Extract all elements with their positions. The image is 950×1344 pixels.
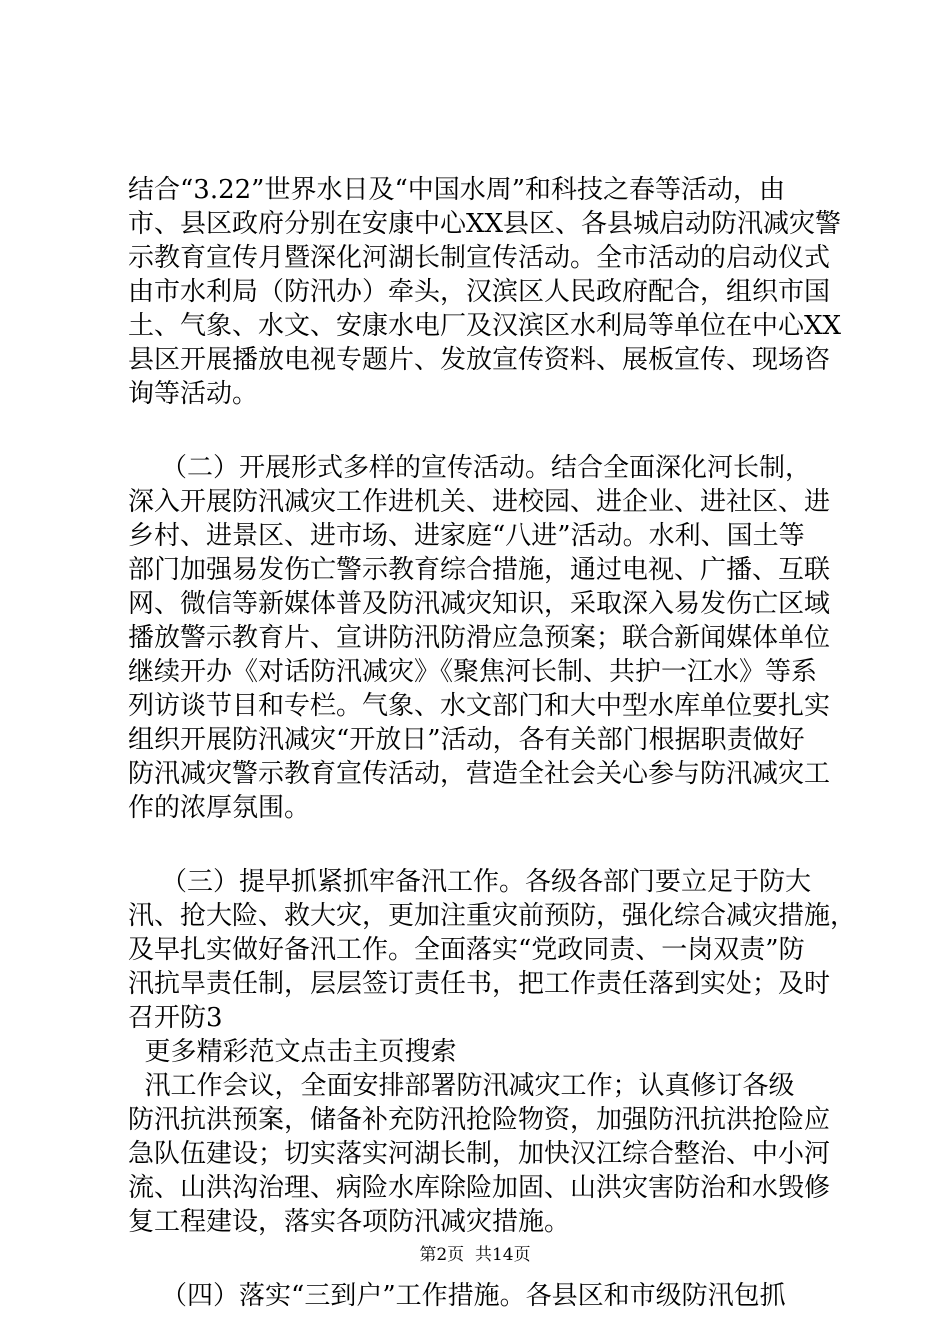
paragraph: [128, 451, 848, 825]
text-line: 召开防3: [128, 1003, 223, 1033]
text-line: 防汛抗洪预案，储备补充防汛抢险物资，加强防汛抗洪抢险应: [128, 1105, 831, 1135]
document-body: [128, 173, 857, 1313]
promo-text: 更多精彩范文点击主页搜索: [128, 1037, 457, 1067]
text-line: （二）开展形式多样的宣传活动。结合全面深化河长制，: [128, 453, 812, 483]
text-line: 部门加强易发伤亡警示教育综合措施，通过电视、广播、互联: [128, 555, 831, 585]
text-line: 汛、抢大险、救大灾，更加注重灾前预防，强化综合减灾措施，: [128, 901, 857, 931]
text-line: 汛抗旱责任制，层层签订责任书，把工作责任落到实处；及时: [128, 969, 831, 999]
text-line: 乡村、进景区、进市场、进家庭“八进”活动。水利、国土等: [128, 521, 805, 551]
paragraph-gap: [128, 411, 848, 451]
text-line: 由市水利局（防汛办）牵头，汉滨区人民政府配合，组织市国: [128, 277, 831, 307]
text-line: 示教育宣传月暨深化河湖长制宣传活动。全市活动的启动仪式: [128, 243, 831, 273]
paragraph: [128, 1279, 848, 1313]
text-line: 列访谈节目和专栏。气象、水文部门和大中型水库单位要扎实: [128, 691, 831, 721]
text-line: （三）提早抓紧抓牢备汛工作。各级各部门要立足于防大: [128, 867, 812, 897]
page-number-footer: 第2页 共14页: [419, 1245, 531, 1265]
text-line: 汛工作会议，全面安排部署防汛减灾工作；认真修订各级: [128, 1071, 795, 1101]
text-line: 县区开展播放电视专题片、发放宣传资料、展板宣传、现场咨: [128, 345, 831, 375]
text-line: 组织开展防汛减灾“开放日”活动，各有关部门根据职责做好: [128, 725, 805, 755]
text-line: 网、微信等新媒体普及防汛减灾知识，采取深入易发伤亡区域: [128, 589, 831, 619]
text-line: 复工程建设，落实各项防汛减灾措施。: [128, 1207, 571, 1237]
text-line: 继续开办《对话防汛减灾》《聚焦河长制、共护一江水》等系: [128, 657, 818, 687]
text-line: 播放警示教育片、宣讲防汛防滑应急预案；联合新闻媒体单位: [128, 623, 831, 653]
text-line: 流、山洪沟治理、病险水库除险加固、山洪灾害防治和水毁修: [128, 1173, 831, 1203]
text-line: 结合“3.22”世界水日及“中国水周”和科技之春等活动，由: [128, 175, 786, 205]
paragraph: [128, 173, 848, 411]
text-line: 防汛减灾警示教育宣传活动，营造全社会关心参与防汛减灾工: [128, 759, 831, 789]
text-line: 土、气象、水文、安康水电厂及汉滨区水利局等单位在中心XX: [128, 311, 842, 341]
text-line: （四）落实“三到户”工作措施。各县区和市级防汛包抓: [128, 1281, 786, 1311]
text-line: 深入开展防汛减灾工作进机关、进校园、进企业、进社区、进: [128, 487, 831, 517]
text-line: 急队伍建设；切实落实河湖长制，加快汉江综合整治、中小河: [128, 1139, 831, 1169]
text-line: 及早扎实做好备汛工作。全面落实“党政同责、一岗双责”防: [128, 935, 805, 965]
paragraph-gap: [128, 825, 848, 865]
text-line: 询等活动。: [128, 379, 259, 409]
paragraph: [128, 1069, 848, 1239]
paragraph: [128, 865, 857, 1035]
text-line: 市、县区政府分别在安康中心XX县区、各县城启动防汛减灾警: [128, 209, 842, 239]
text-line: 作的浓厚氛围。: [128, 793, 311, 823]
